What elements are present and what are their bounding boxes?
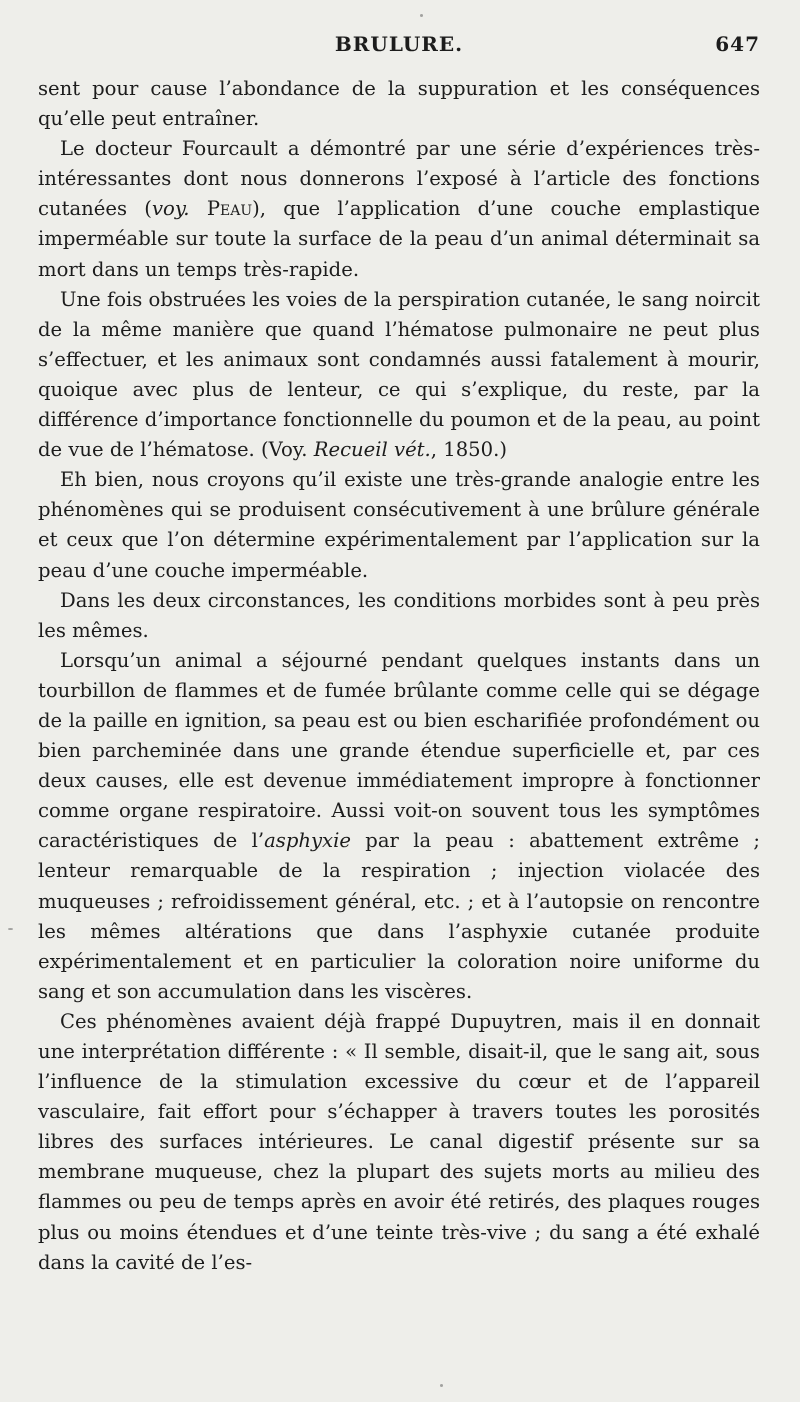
- text-run: Ces phénomènes avaient déjà frappé Dupuytren, mais il en donnait une interprétation différente : « Il semble, disait-il, que le sang ait, sous l’influence de la stimulation excessive du cœur et de l’appareil vasculaire, fait effort pour s’échapper à travers toutes les porosités libres des surfaces intérieures. Le canal digestif présente sur sa membrane muqueuse, chez la plupart des sujets morts au milieu des flammes ou peu de temps après en avoir été retirés, des plaques rouges plus ou moins étendues et d’une teinte très-vive ; du sang a été exhalé dans la cavité de l’es-: [38, 1009, 760, 1274]
- text-run: par la peau : abattement extrême ; lenteur remarquable de la respiration ; injection violacée des muqueuses ; refroidissement général, etc. ; et à l’autopsie on rencontre les mêmes altérations que dans l’asphyxie cutanée produite expérimentalement et en particulier la coloration noire uniforme du sang et son accumulation dans les viscères.: [38, 829, 760, 1003]
- text-run: sent pour cause l’abondance de la suppuration et les conséquences qu’elle peut entraîner.: [38, 77, 760, 131]
- paragraph: [38, 465, 760, 585]
- text-run: Une fois obstruées les voies de la perspiration cutanée, le sang noircit de la même manière que quand l’hématose pulmonaire ne peut plus s’effectuer, et les animaux sont condamnés aussi fatalement à mourir, quoique avec plus de lenteur, ce qui s’explique, du reste, par la différence d’importance fonctionnelle du poumon et de la peau, au point de vue de l’hématose. (Voy.: [38, 287, 760, 462]
- text-run: Dans les deux circonstances, les conditions morbides sont à peu près les mêmes.: [38, 588, 760, 642]
- text-run: , 1850.): [430, 438, 507, 462]
- ink-speck: [8, 928, 13, 930]
- paragraph: [38, 646, 760, 1007]
- text-run: [190, 197, 207, 220]
- paragraph: [38, 1007, 760, 1278]
- running-title: BRULURE.: [334, 32, 464, 56]
- text-run: ), que l’application d’une couche emplastique imperméable sur toute la surface de la peau d’un animal déterminait sa mort dans un temps très-rapide.: [38, 197, 760, 281]
- paragraph: [38, 586, 760, 646]
- running-head: [38, 30, 760, 66]
- italic-run: voy.: [151, 197, 190, 221]
- ink-speck: [440, 1384, 443, 1387]
- ink-speck: [420, 14, 423, 17]
- body-text: [38, 74, 760, 1278]
- text-run: Le docteur Fourcault a démontré par une série d’expériences très-intéressantes dont nous donnerons l’exposé à l’article des fonctions cutanées (: [38, 137, 760, 221]
- paragraph: [38, 74, 760, 134]
- text-run: Lorsqu’un animal a séjourné pendant quelques instants dans un tourbillon de flammes et de fumée brûlante comme celle qui se dégage de la paille en ignition, sa peau est ou bien escharifiée profondément ou bien parcheminée dans une grande étendue superficielle et, par ces deux causes, elle est devenue immédiatement impropre à fonctionner comme organe respiratoire. Aussi voit-on souvent tous les symptômes caractéristiques de l’: [38, 648, 760, 853]
- italic-run: asphyxie: [264, 829, 351, 853]
- page-number: 647: [715, 32, 760, 56]
- paragraph: [38, 285, 760, 466]
- small-caps-run: Peau: [206, 197, 253, 221]
- paragraph: [38, 134, 760, 284]
- italic-run: Recueil vét.: [313, 438, 431, 462]
- text-run: Eh bien, nous croyons qu’il existe une très-grande analogie entre les phénomènes qui se produisent consécutivement à une brûlure générale et ceux que l’on détermine expérimentalement par l’application sur la peau d’une couche imperméable.: [38, 468, 760, 582]
